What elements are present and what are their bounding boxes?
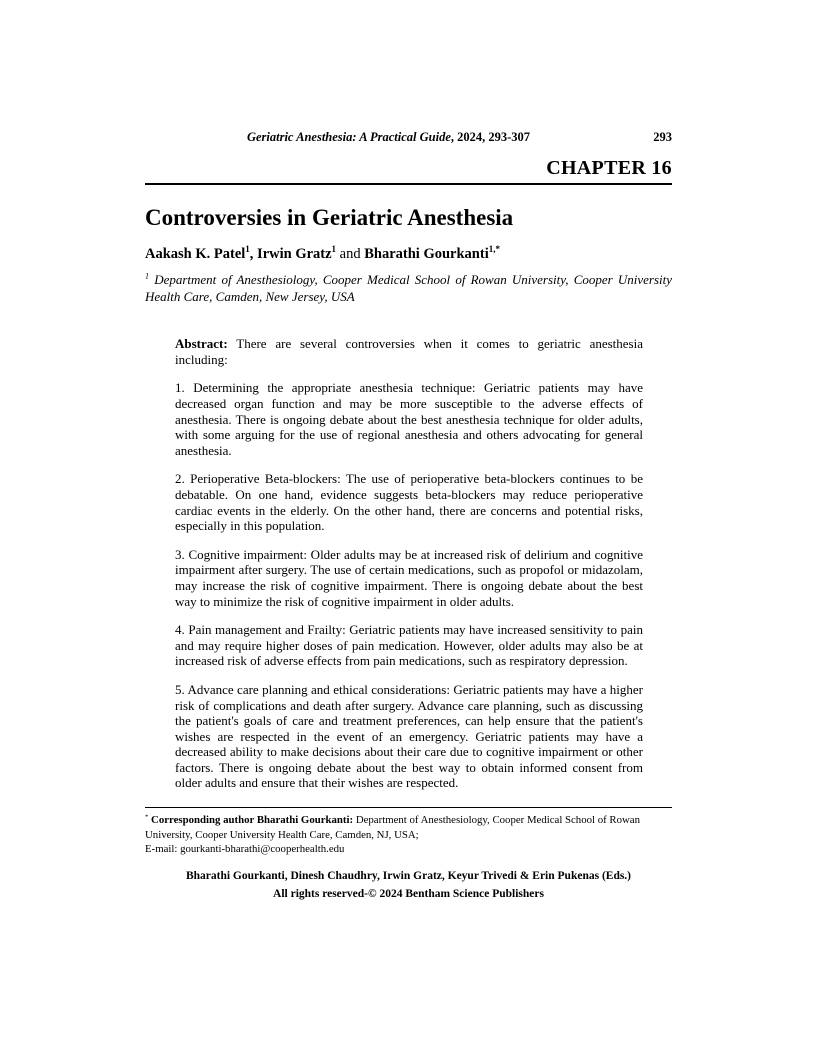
affiliation [145, 272, 672, 306]
imprint-rights-line: All rights reserved-© 2024 Bentham Science Publishers [273, 888, 544, 901]
affiliation-mark: 1 [145, 272, 150, 282]
author-separator: , [249, 246, 258, 263]
abstract-paragraph-4: 4. Pain management and Frailty: Geriatric patients may have increased sensitivity to pain and may require higher doses of pain medication. However, older adults may also be at increased risk of adverse effects from pain medications, such as respiratory depression. [175, 622, 643, 669]
authors-line [145, 246, 672, 263]
abstract-paragraph-5: 5. Advance care planning and ethical considerations: Geriatric patients may have a higher risk of complications and death after surgery. Advance care planning, such as discussing the patient's goals of care and treatment preferences, can help ensure that the patient's wishes are respected in the event of an emergency. Geriatric patients may have a decreased ability to make decisions about their care due to cognitive impairment or other factors. There is ongoing debate about the best way to obtain informed consent from older adults and ensure that their wishes are respected. [175, 681, 643, 791]
abstract-paragraph-2: 2. Perioperative Beta-blockers: The use of perioperative beta-blockers continues to be debatable. On one hand, evidence suggests beta-blockers may reduce perioperative cardiac events in the elderly. On the other hand, there are concerns and potential risks, especially in this population. [175, 471, 643, 534]
author-name: Aakash K. Patel [145, 246, 246, 263]
author-conjunction: and [336, 246, 365, 263]
running-head-line [145, 130, 672, 145]
running-head [145, 130, 632, 145]
author-name: Bharathi Gourkanti [364, 246, 489, 263]
publisher-imprint [145, 868, 672, 904]
imprint-editors-line: Bharathi Gourkanti, Dinesh Chaudhry, Irwin Gratz, Keyur Trivedi & Erin Pukenas (Eds.) [185, 870, 632, 883]
author-affiliation-mark: 1 [245, 244, 250, 255]
abstract-intro [175, 336, 643, 367]
abstract-paragraph-3: 3. Cognitive impairment: Older adults may be at increased risk of delirium and cognitive impairment after surgery. The use of certain medications, such as propofol or midazolam, may increase the risk of cognitive impairment. There is ongoing debate about the best way to minimize the risk of cognitive impairment in older adults. [175, 546, 643, 609]
abstract-section [175, 336, 643, 791]
affiliation-text: Department of Anesthesiology, Cooper Medical School of Rowan University, Cooper University Health Care, Camden, New Jersey, USA [145, 272, 672, 305]
chapter-label: CHAPTER 16 [546, 157, 672, 179]
author-affiliation-mark: 1 [331, 244, 337, 255]
footnote-text-line [145, 813, 672, 842]
page-number: 293 [653, 130, 672, 144]
author-affiliation-mark: 1,* [488, 244, 500, 255]
abstract-paragraph-1: 1. Determining the appropriate anesthesia technique: Geriatric patients may have decreased organ function and may be more susceptible to the adverse effects of anesthesia. There is ongoing debate about the best anesthesia technique for older adults, with some arguing for the use of regional anesthesia and others advocating for general anesthesia. [175, 380, 643, 458]
author-name: Irwin Gratz [257, 246, 332, 263]
footnote-email-line: E-mail: gourkanti-bharathi@cooperhealth.edu [145, 842, 345, 855]
corresponding-author-footnote [145, 807, 672, 856]
abstract-intro-text: There are several controversies when it comes to geriatric anesthesia including: [175, 336, 643, 367]
footnote-label: Corresponding author Bharathi Gourkanti: [148, 814, 354, 827]
footnote-marker: * [145, 813, 149, 821]
page-header [145, 130, 672, 185]
running-head-book-title: Geriatric Anesthesia: A Practical Guide [246, 130, 451, 144]
abstract-label: Abstract: [175, 336, 228, 352]
chapter-title: Controversies in Geriatric Anesthesia [145, 205, 514, 230]
footnote-body-text: Department of Anesthesiology, Cooper Medical School of Rowan University, Cooper University Health Care, Camden, NJ, USA; [145, 814, 640, 841]
running-head-pages: , 2024, 293-307 [450, 130, 531, 144]
